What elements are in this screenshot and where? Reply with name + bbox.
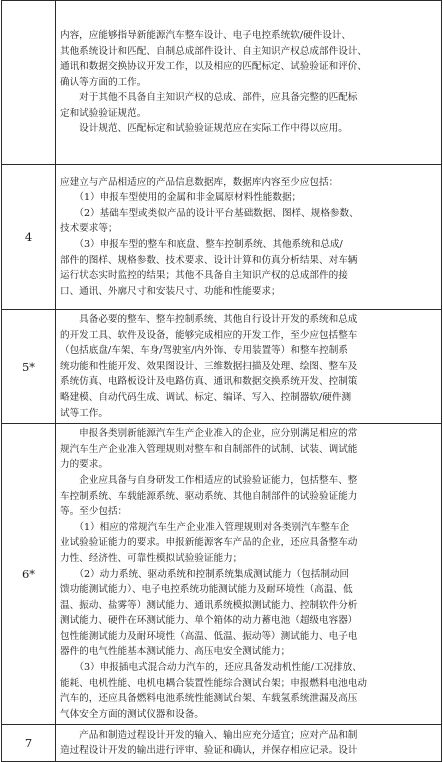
text-line: 规汽车生产企业准入管理规则对整车和自制部件的试制、试装、调试能: [60, 443, 358, 455]
row-number-cell: 7: [2, 725, 56, 762]
text-line: 能耗、电机性能、电机电耦合装置性能综合测试台架；申报燃料电池电动: [60, 677, 367, 689]
table-row: [2, 1, 442, 165]
row-number-cell: 6*: [2, 424, 56, 725]
row-number-cell: [2, 1, 56, 165]
text-line: （包括底盘/车架、车身/驾驶室/内外饰、专用装置等）和整车控制系: [60, 345, 348, 357]
text-line: 设计规范、匹配标定和试验验证规范应在实际工作中得以应用。: [60, 123, 348, 135]
requirement-text-cell: [56, 310, 442, 424]
text-line: 申报各类别新能源汽车生产企业准入的企业，应分别满足相应的常: [60, 428, 358, 440]
requirement-text-cell: [56, 725, 442, 762]
text-line: 具备必要的整车、整车控制系统、其他自行设计开发的系统和总成: [60, 314, 358, 325]
text-line: 温、振动、盐雾等）测试能力、通讯系统模拟测试能力、控制软件分析: [60, 599, 358, 611]
text-line: 内容，应能够指导新能源汽车整车设计、电子电控系统软/硬件设计、: [60, 29, 352, 41]
table-row: [2, 310, 442, 424]
text-line: 技术要求等；: [60, 223, 118, 235]
text-line: 包性能测试能力及耐环境性（高温、低温、振动等）测试能力、电子电: [60, 630, 358, 642]
text-line: 汽车的，还应具备燃料电池系统性能测试台架、车载氢系统泄漏及高压: [60, 693, 358, 705]
text-line: 统功能和性能开发、效果图设计、三维数据扫描及处理、绘图、整车及: [60, 360, 358, 372]
text-line: 通讯和数据交换协议开发工作，以及相应的匹配标定、试验验证和评价、: [60, 61, 367, 73]
text-line: 造过程设计开发的输出进行评审、验证和确认，并保存相应记录。设计: [60, 745, 358, 757]
requirement-text-cell: [56, 424, 442, 725]
text-line: 车控制系统、车载能源系统、驱动系统、其他自制部件的试验验证能力: [60, 490, 358, 502]
text-line: （2）动力系统、驱动系统和控制系统集成测试能力（包括制动回: [60, 568, 350, 580]
text-line: 气体安全方面的测试仪器和设备。: [60, 708, 204, 720]
text-line: 企业应具备与自身研发工作相适应的试验验证能力，包括整车、整: [60, 474, 358, 486]
text-line: （3）申报插电式混合动力汽车的，还应具备发动机性能/工况排放、: [60, 662, 362, 674]
table-row: [2, 165, 442, 310]
text-line: 测试能力、硬件在环测试能力、单个箱体的动力蓄电池（超级电容器）: [60, 615, 358, 627]
text-line: 部件的图样、规格参数、技术要求、设计计算和仿真分析结果、对车辆: [60, 254, 358, 266]
row-number-cell: 4: [2, 165, 56, 310]
text-line: （1）相应的常规汽车生产企业准入管理规则对各类别汽车整车企: [60, 521, 350, 533]
text-line: （2）基础车型或类似产品的设计平台基础数据、图样、规格参数、: [60, 207, 359, 219]
text-line: 的开发工具、软件及设备，能够完成相应的开发工作，至少应包括整车: [60, 329, 358, 341]
text-line: 力性、经济性、可靠性模拟试验验证能力；: [60, 552, 243, 564]
text-line: 定和试验验证规范。: [60, 107, 147, 119]
text-line: 确认等方面的工作。: [60, 76, 147, 88]
text-line: 口、通讯、外廓尺寸和安装尺寸、功能和性能要求；: [60, 285, 281, 297]
text-line: 其他系统设计和匹配、自制总成部件设计、自主知识产权总成部件设计、: [60, 45, 367, 57]
text-line: 器件的电气性能基本测试能力、高压电安全测试能力；: [60, 646, 291, 658]
text-line: 产品和制造过程设计开发的输入、输出应充分适宜；应对产品和制: [60, 729, 358, 741]
text-line: 略建模、自动代码生成、调试、标定、编译、写入、控制器软/硬件测: [60, 391, 352, 403]
text-line: 运行状态实时监控的结果；其他不具备自主知识产权的总成部件的接: [60, 270, 348, 282]
table-row: [2, 424, 442, 725]
table-row: [2, 725, 442, 762]
text-line: 馈功能测试能力）、电子电控系统功能测试能力及耐环境性（高温、低: [60, 584, 353, 596]
requirement-text-cell: [56, 1, 442, 165]
text-line: （3）申报车型的整车和底盘、整车控制系统、其他系统和总成/: [60, 239, 343, 250]
text-line: 业试验验证能力的要求。申报新能源客车产品的企业，还应具备整车动: [60, 537, 358, 549]
text-line: 力的要求。: [60, 459, 108, 471]
text-line: 试等工作。: [60, 407, 108, 419]
text-line: 等。至少包括：: [60, 506, 128, 518]
text-line: 应建立与产品相适应的产品信息数据库，数据库内容至少应包括：: [60, 176, 339, 188]
text-line: 系统仿真、电路板设计及电路仿真、通讯和数据交换系统开发、控制策: [60, 376, 358, 388]
requirement-text-cell: [56, 165, 442, 310]
row-number-cell: 5*: [2, 310, 56, 424]
text-line: （1）申报车型使用的金属和非金属原材料性能数据；: [60, 192, 302, 204]
requirements-table: [1, 0, 442, 762]
text-line: 对于其他不具备自主知识产权的总成、部件，应具备完整的匹配标: [60, 92, 358, 104]
